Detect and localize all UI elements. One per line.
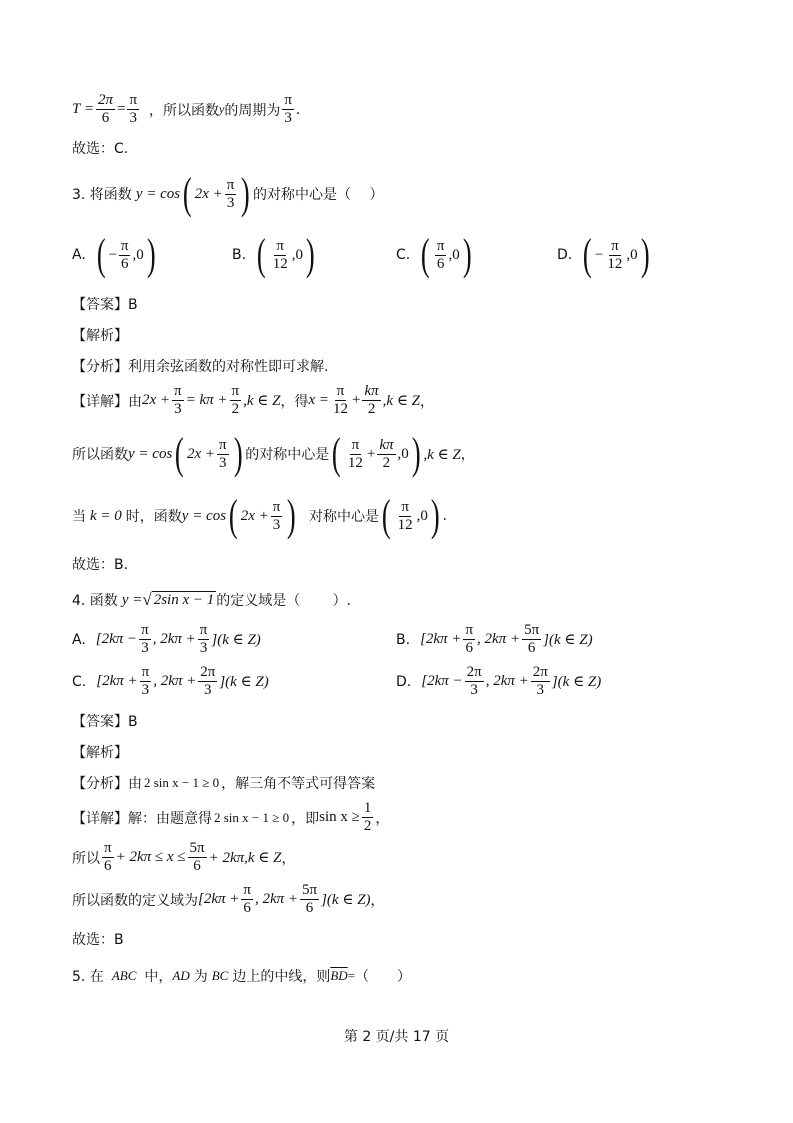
q3-option-c[interactable]: C. ( $\frac{\pi}{6}$ ,0 ) [396,230,472,279]
detail-line-2: 所以 $\frac{\pi}{6}$ + 2kπ ≤ x ≤ $\frac{5\pi}{6}$ + 2kπ,k ∈ Z ， [72,840,296,874]
period-line: T = $\frac{2\pi}{6}$ = $\frac{\pi}{3}$ ，所以函数 y 的周期为 $\frac{\pi}{3}$ . [72,92,301,126]
q4-option-d[interactable]: D. [2kπ − $\frac{2\pi}{3}$ , 2kπ + $\frac{2\pi}{3}$ ](k ∈ Z) [396,664,602,698]
question-4: 4. 函数 y = √ 2sin x − 1 的定义域是（ ）. [72,590,352,609]
analysis-text: 【分析】利用余弦函数的对称性即可求解. [72,359,329,375]
period-lhs: T = [72,101,94,117]
q4-option-b[interactable]: B. [2kπ + $\frac{\pi}{6}$ , 2kπ + $\frac{5\pi}{6}$ ](k ∈ Z) [396,622,593,656]
detail-line-1: 【详解】解：由题意得 2 sin x − 1 ≥ 0 ，即 sin x ≥ $\frac{1}{2}$ ， [72,800,390,834]
q4-option-a[interactable]: A. [2kπ − $\frac{\pi}{3}$ , 2kπ + $\frac{\pi}{3}$ ](k ∈ Z) [72,622,261,656]
fraction: $\frac{\pi}{3}$ [284,92,292,126]
answer-label: 【答案】B [72,714,138,730]
answer-label: 【答案】B [72,297,138,313]
q4-option-c[interactable]: C. [2kπ + $\frac{\pi}{3}$ , 2kπ + $\frac{2\pi}{3}$ ](k ∈ Z) [72,664,269,698]
detail-line-3: 所以函数的定义域为 [2kπ + $\frac{\pi}{6}$ , 2kπ + $\frac{5\pi}{6}$ ](k ∈ Z) ， [72,882,385,916]
fraction: $\frac{2\pi}{6}$ [97,92,113,126]
answer-choice-line: 故选：B [72,932,124,948]
q3-option-d[interactable]: D. ( − $\frac{\pi}{12}$ ,0 ) [557,230,650,279]
analysis-heading: 【解析】 [72,328,128,344]
page-footer: 第 2 页/共 17 页 [343,1029,450,1045]
question-5: 5. 在 ABC 中， AD 为 BC 边上的中线，则 $\overline{BD}$ = （ ） [72,968,412,985]
detail-line-2: 所以函数 y = cos ( 2x + $\frac{\pi}{3}$ ) 的对称中心是 ( $\frac{\pi}{12}$ + $\frac{k\pi}{2}$ ,0 ) ,k ∈ Z ， [72,429,475,478]
sqrt: √ 2sin x − 1 [142,590,215,609]
q3-option-b[interactable]: B. ( $\frac{\pi}{12}$ ,0 ) [232,230,315,279]
analysis-text: 【分析】由 2 sin x − 1 ≥ 0 ，解三角不等式可得答案 [72,775,376,792]
fraction: $\frac{\pi}{3}$ [129,92,138,126]
detail-line-3: 当 k = 0 时，函数 y = cos ( 2x + $\frac{\pi}{3}$ ) 对称中心是 ( $\frac{\pi}{12}$ ,0 ) . [72,491,447,540]
answer-choice-line: 故选：C. [72,141,129,157]
question-3: 3. 将函数 y = cos ( 2x + $\frac{\pi}{3}$ ) 的对称中心是（ ） [72,169,384,218]
answer-choice-line: 故选：B. [72,557,129,573]
analysis-heading: 【解析】 [72,745,128,761]
detail-line-1: 【详解】由 2x + $\frac{\pi}{3}$ = kπ + $\frac{\pi}{2}$ ,k ∈ Z ，得 x = $\frac{\pi}{12}$ + $\frac{k\pi}{2}$ ,k ∈ Z ， [72,383,435,417]
q3-option-a[interactable]: A. ( − $\frac{\pi}{6}$ ,0 ) [72,230,156,279]
